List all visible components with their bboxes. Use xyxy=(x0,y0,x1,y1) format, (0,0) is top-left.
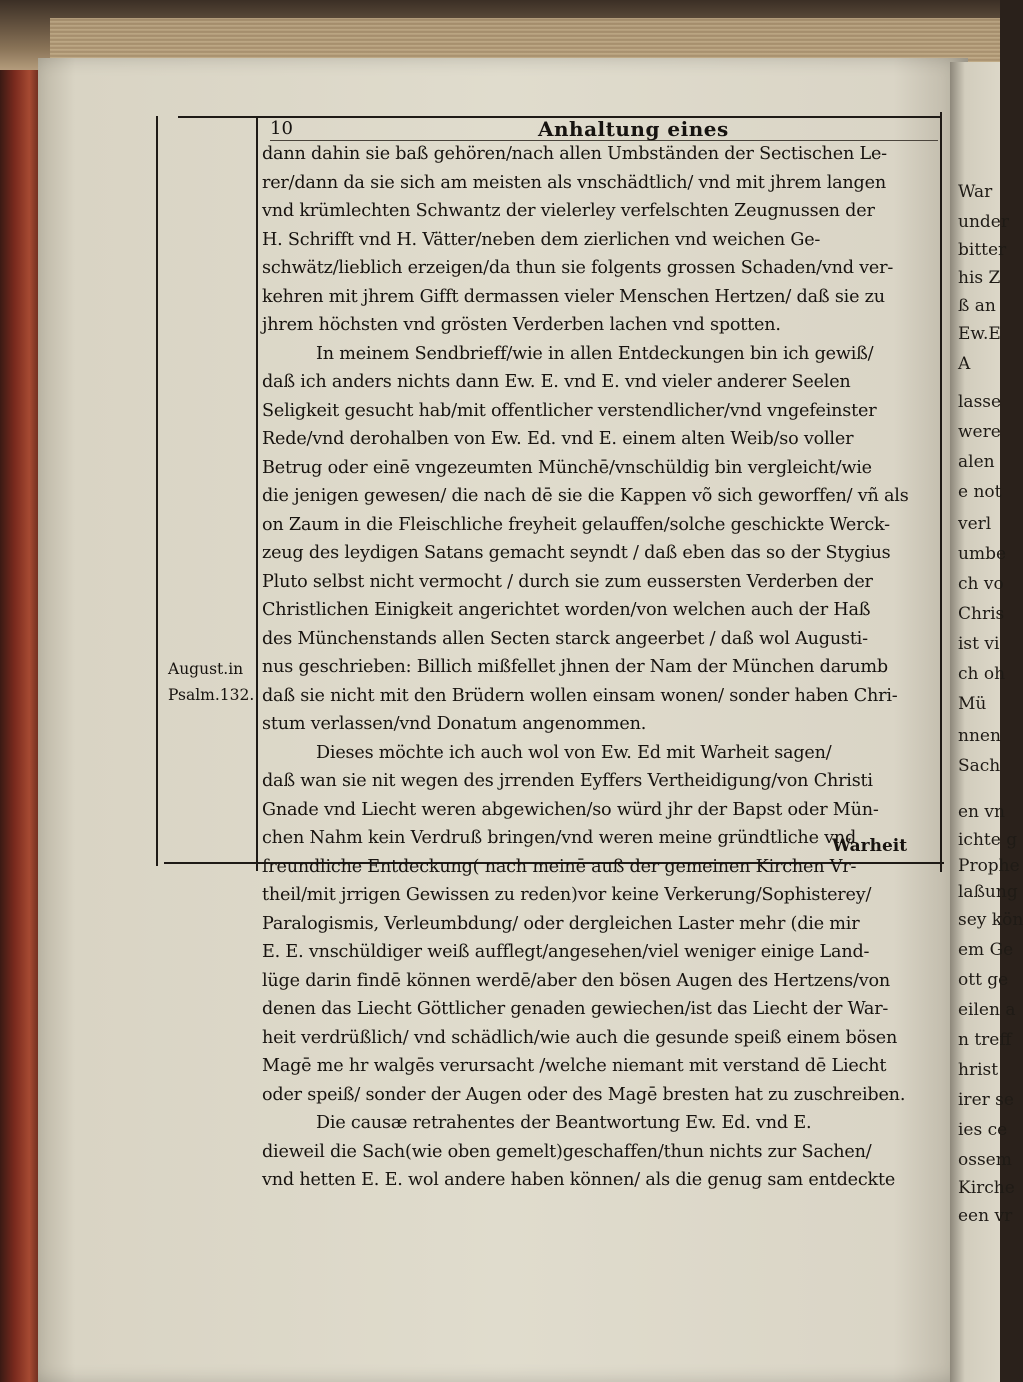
text-line: Seligkeit gesucht hab/mit offentlicher verstendlicher/vnd vngefeinster xyxy=(262,400,877,421)
running-title: Anhaltung eines xyxy=(538,117,729,141)
facing-page-fragment: Prophe xyxy=(958,856,1020,876)
text-line: H. Schrifft vnd H. Vätter/neben dem zierlichen vnd weichen Ge- xyxy=(262,229,821,250)
facing-page-fragment: Chris xyxy=(958,604,1005,624)
text-line: heit verdrüßlich/ vnd schädlich/wie auch die gesunde speiß einem bösen xyxy=(262,1027,898,1048)
text-line: theil/mit jrrigen Gewissen zu reden)vor keine Verkerung/Sophisterey/ xyxy=(262,885,872,905)
facing-page-fragment: laßung xyxy=(958,882,1018,902)
facing-page-fragment: em Ge xyxy=(958,940,1014,960)
book-spine xyxy=(0,0,42,1382)
text-line: vnd hetten E. E. wol andere haben können/ als die genug sam entdeckte xyxy=(262,1170,896,1190)
page-header xyxy=(270,118,940,142)
facing-page-fragment: were xyxy=(958,422,1001,442)
text-line: E. E. vnschüldiger weiß aufflegt/angesehen/viel weniger einige Land- xyxy=(262,942,870,962)
facing-page-fragment: nnen xyxy=(958,726,1001,746)
facing-page-fragment: ch vo xyxy=(958,574,1004,594)
facing-page-fragment: lasse xyxy=(958,392,1002,412)
facing-page-fragment: sey kön xyxy=(958,910,1023,930)
facing-page-fragment: Ew.E xyxy=(958,324,1001,344)
marginal-note xyxy=(168,656,256,708)
facing-page-fragment: Kirche xyxy=(958,1178,1015,1198)
text-line: freundliche Entdeckung( nach meinē auß der gemeinen Kirchen Vr- xyxy=(262,856,857,877)
text-line: die jenigen gewesen/ die nach dē sie die Kappen võ sich geworffen/ vñ als xyxy=(262,486,909,506)
text-line: In meinem Sendbrieff/wie in allen Entdeckungen bin ich gewiß/ xyxy=(316,343,874,364)
facing-page-fragment: eilen a xyxy=(958,1000,1016,1020)
text-line: Christlichen Einigkeit angerichtet worden/von welchen auch der Haß xyxy=(262,600,871,620)
text-line: jhrem höchsten vnd grösten Verderben lachen vnd spotten. xyxy=(262,315,781,335)
facing-page xyxy=(950,62,1023,1382)
text-line: lüge darin findē können werdē/aber den bösen Augen des Hertzens/von xyxy=(262,970,890,991)
facing-page-fragment: verl xyxy=(958,514,992,534)
facing-page-fragment: alen xyxy=(958,452,995,472)
facing-page-fragment: en vn xyxy=(958,802,1005,822)
facing-page-fragment: War xyxy=(958,182,993,202)
text-line: daß wan sie nit wegen des jrrenden Eyffers Vertheidigung/von Christi xyxy=(262,771,873,791)
text-line: Gnade vnd Liecht weren abgewichen/so würd jhr der Bapst oder Mün- xyxy=(262,799,879,820)
facing-page-fragment: A xyxy=(958,354,971,374)
text-line: vnd krümlechten Schwantz der vielerley verfelschten Zeugnussen der xyxy=(262,201,875,221)
facing-page-fragment: Mü xyxy=(958,694,987,714)
body-text xyxy=(262,140,942,1195)
marginal-note-line: Psalm.132. xyxy=(168,686,255,704)
text-line: denen das Liecht Göttlicher genaden gewiechen/ist das Liecht der War- xyxy=(262,999,889,1019)
text-line: kehren mit jhrem Gifft dermassen vieler Menschen Hertzen/ daß sie zu xyxy=(262,286,885,307)
text-line: daß ich anders nichts dann Ew. E. vnd E. vnd vieler anderer Seelen xyxy=(262,372,851,392)
facing-page-fragment: under xyxy=(958,212,1009,232)
facing-page-fragment: ch oh xyxy=(958,664,1006,684)
text-line: Die causæ retrahentes der Beantwortung Ew. Ed. vnd E. xyxy=(316,1113,812,1133)
text-line: dieweil die Sach(wie oben gemelt)geschaffen/thun nichts zur Sachen/ xyxy=(262,1141,872,1162)
text-line: Dieses möchte ich auch wol von Ew. Ed mit Warheit sagen/ xyxy=(316,742,832,763)
marginal-note-line: August.in xyxy=(168,660,244,678)
text-line: schwätz/lieblich erzeigen/da thun sie folgents grossen Schaden/vnd ver- xyxy=(262,258,894,278)
text-line: daß sie nicht mit den Brüdern wollen einsam wonen/ sonder haben Chri- xyxy=(262,685,898,706)
facing-page-fragment: e not xyxy=(958,482,1002,502)
catchword: Warheit xyxy=(832,836,908,856)
facing-page-fragment: een vr xyxy=(958,1206,1013,1226)
facing-page-fragment: irer se xyxy=(958,1090,1014,1110)
facing-page-fragment: ott ge xyxy=(958,970,1009,990)
text-line: stum verlassen/vnd Donatum angenommen. xyxy=(262,714,647,734)
text-line: Betrug oder einē vngezeumten Münchē/vnschüldig bin vergleicht/wie xyxy=(262,457,872,478)
text-line: dann dahin sie baß gehören/nach allen Umbständen der Sectischen Le- xyxy=(262,144,887,164)
text-line: nus geschrieben: Billich mißfellet jhnen der Nam der München darumb xyxy=(262,657,888,677)
page-number: 10 xyxy=(270,118,293,139)
text-line: Rede/vnd derohalben von Ew. Ed. vnd E. einem alten Weib/so voller xyxy=(262,429,854,449)
facing-page-fragment: Sach xyxy=(958,756,1001,776)
text-line: rer/dann da sie sich am meisten als vnschädtlich/ vnd mit jhrem langen xyxy=(262,172,886,193)
facing-page-fragment: umbe xyxy=(958,544,1007,564)
frame-margin-rule xyxy=(256,116,258,871)
text-line: zeug des leydigen Satans gemacht seyndt / daß eben das so der Stygius xyxy=(262,543,891,563)
facing-page-fragment: ies ce xyxy=(958,1120,1008,1140)
facing-page-fragment: bitter xyxy=(958,240,1007,260)
text-line: Paralogismis, Verleumbdung/ oder dergleichen Laster mehr (die mir xyxy=(262,913,860,934)
facing-page-fragment: hrist xyxy=(958,1060,999,1080)
facing-page-fragment: ossem xyxy=(958,1150,1012,1170)
text-line: des Münchenstands allen Secten starck angeerbet / daß wol Augusti- xyxy=(262,628,868,649)
text-line: Pluto selbst nicht vermocht / durch sie zum eussersten Verderben der xyxy=(262,571,873,592)
facing-page-fragment: ist vi xyxy=(958,634,1000,654)
facing-page-fragment: n treff xyxy=(958,1030,1012,1050)
frame-left-rule xyxy=(156,116,158,866)
text-line: oder speiß/ sonder der Augen oder des Magē bresten hat zu zuschreiben. xyxy=(262,1084,906,1105)
text-line: on Zaum in die Fleischliche freyheit gelauffen/solche geschickte Werck- xyxy=(262,514,890,535)
facing-page-fragment: ß an xyxy=(958,296,996,316)
text-line: Magē me hr walgēs verursacht /welche niemant mit verstand dē Liecht xyxy=(262,1056,887,1076)
facing-page-fragment: ichte g xyxy=(958,830,1018,850)
facing-page-fragment: his Z xyxy=(958,268,1001,288)
text-line: chen Nahm kein Verdruß bringen/vnd weren meine gründtliche vnd xyxy=(262,828,857,848)
